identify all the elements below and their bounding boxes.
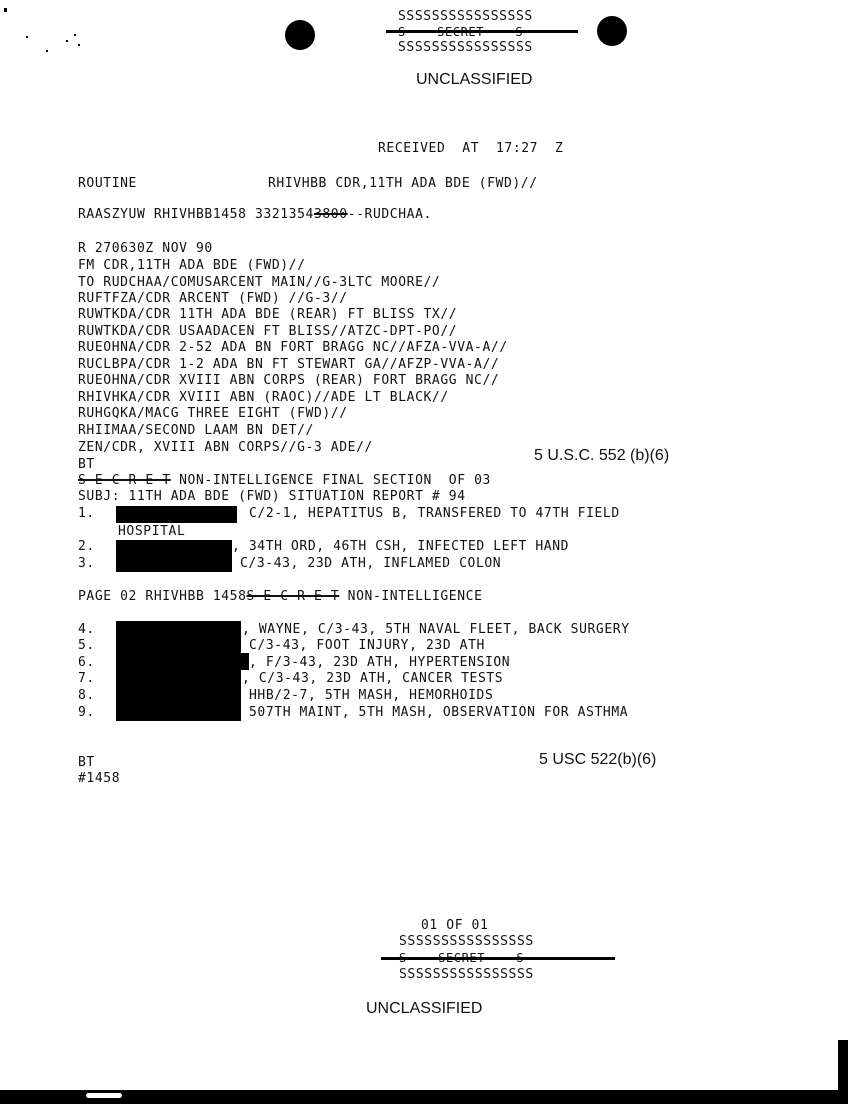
scan-edge-bottom [0, 1090, 848, 1104]
originator-line: RHIVHBB CDR,11TH ADA BDE (FWD)// [268, 176, 538, 191]
entry-text: C/3-43, FOOT INJURY, 23D ATH [249, 638, 485, 653]
address-line: RUFTFZA/CDR ARCENT (FWD) //G-3// [78, 291, 348, 306]
address-line: RUCLBPA/CDR 1-2 ADA BN FT STEWART GA//AFZP-VVA-A// [78, 357, 500, 372]
address-line: RUEOHNA/CDR 2-52 ADA BN FORT BRAGG NC//AFZA-VVA-A// [78, 340, 508, 355]
page-line-suffix: NON-INTELLIGENCE [339, 589, 483, 604]
address-line: RUEOHNA/CDR XVIII ABN CORPS (REAR) FORT BRAGG NC// [78, 373, 500, 388]
address-line: RUHGQKA/MACG THREE EIGHT (FWD)// [78, 406, 348, 421]
entry-number: 1. [78, 506, 95, 521]
scan-edge-mark [86, 1093, 122, 1098]
scan-speck [46, 50, 48, 52]
subject-line: SUBJ: 11TH ADA BDE (FWD) SITUATION REPORT # 94 [78, 489, 466, 504]
scan-edge-right [838, 1040, 848, 1104]
entry-number: 3. [78, 556, 95, 571]
entry-number: 4. [78, 622, 95, 637]
page-line-struck: S E C R E T [246, 589, 340, 604]
scan-speck [26, 36, 28, 38]
header-classification: UNCLASSIFIED [416, 71, 533, 88]
punch-hole-left [285, 20, 315, 50]
routing-prefix: RAASZYUW RHIVHBB1458 3321354 [78, 207, 314, 222]
entry-text: C/2-1, HEPATITUS B, TRANSFERED TO 47TH FIELD [249, 506, 620, 521]
address-line: RUWTKDA/CDR 11TH ADA BDE (REAR) FT BLISS TX// [78, 307, 458, 322]
entry-text: , F/3-43, 23D ATH, HYPERTENSION [249, 655, 511, 670]
entry-number: 2. [78, 539, 95, 554]
routing-struck: 3800 [313, 207, 348, 222]
page-line-prefix: PAGE 02 RHIVHBB 1458 [78, 589, 247, 604]
entry-number: 6. [78, 655, 95, 670]
section-text: NON-INTELLIGENCE FINAL SECTION OF 03 [170, 473, 491, 488]
entry-number: 8. [78, 688, 95, 703]
footer-page-count: 01 OF 01 [421, 918, 489, 933]
page-line [78, 589, 483, 605]
header-s-line-top: SSSSSSSSSSSSSSSS [398, 9, 533, 24]
header-secret-strike-rule [386, 30, 578, 33]
address-line: R 270630Z NOV 90 [78, 241, 213, 256]
footer-secret-strike-rule [381, 957, 615, 960]
redaction-box [116, 506, 237, 523]
entry-text: , WAYNE, C/3-43, 5TH NAVAL FLEET, BACK SURGERY [242, 622, 630, 637]
header-s-line-bottom: SSSSSSSSSSSSSSSS [398, 40, 533, 55]
section-struck-marking: S E C R E T [78, 473, 171, 488]
footer-s-line-bottom: SSSSSSSSSSSSSSSS [399, 967, 534, 982]
scan-speck [66, 40, 68, 42]
punch-hole-right [597, 16, 627, 46]
address-line: RUWTKDA/CDR USAADACEN FT BLISS//ATZC-DPT-PO// [78, 324, 458, 339]
foia-exemption-1: 5 U.S.C. 552 (b)(6) [534, 447, 670, 464]
section-line [78, 473, 491, 489]
address-line: RHIVHKA/CDR XVIII ABN (RAOC)//ADE LT BLACK// [78, 390, 449, 405]
entry-text: C/3-43, 23D ATH, INFLAMED COLON [240, 556, 502, 571]
entry-text: , 34TH ORD, 46TH CSH, INFECTED LEFT HAND [232, 539, 570, 554]
redaction-box [240, 653, 249, 670]
scan-speck [74, 34, 76, 36]
routing-suffix: --RUDCHAA. [347, 207, 432, 222]
precedence-label: ROUTINE [78, 176, 137, 191]
entry-number: 5. [78, 638, 95, 653]
entry-text: , C/3-43, 23D ATH, CANCER TESTS [242, 671, 504, 686]
entry-number: 9. [78, 705, 95, 720]
redaction-box [116, 540, 232, 572]
message-number: #1458 [78, 771, 121, 786]
foia-exemption-2: 5 USC 522(b)(6) [539, 751, 657, 768]
received-time: RECEIVED AT 17:27 Z [378, 141, 564, 156]
redaction-box [116, 621, 241, 721]
scan-speck [78, 44, 80, 46]
footer-classification: UNCLASSIFIED [366, 1000, 483, 1017]
entry-text: HOSPITAL [118, 524, 186, 539]
routing-line [78, 207, 432, 223]
address-line: FM CDR,11TH ADA BDE (FWD)// [78, 258, 306, 273]
entry-number: 7. [78, 671, 95, 686]
address-line: RHIIMAA/SECOND LAAM BN DET// [78, 423, 314, 438]
footer-s-line-top: SSSSSSSSSSSSSSSS [399, 934, 534, 949]
address-line: TO RUDCHAA/COMUSARCENT MAIN//G-3LTC MOORE// [78, 275, 441, 290]
address-line: ZEN/CDR, XVIII ABN CORPS//G-3 ADE// [78, 440, 373, 455]
entry-text: 507TH MAINT, 5TH MASH, OBSERVATION FOR ASTHMA [249, 705, 629, 720]
scan-speck [4, 8, 7, 12]
break-marker-1: BT [78, 457, 95, 472]
entry-text: HHB/2-7, 5TH MASH, HEMORHOIDS [249, 688, 494, 703]
break-marker-2: BT [78, 755, 95, 770]
